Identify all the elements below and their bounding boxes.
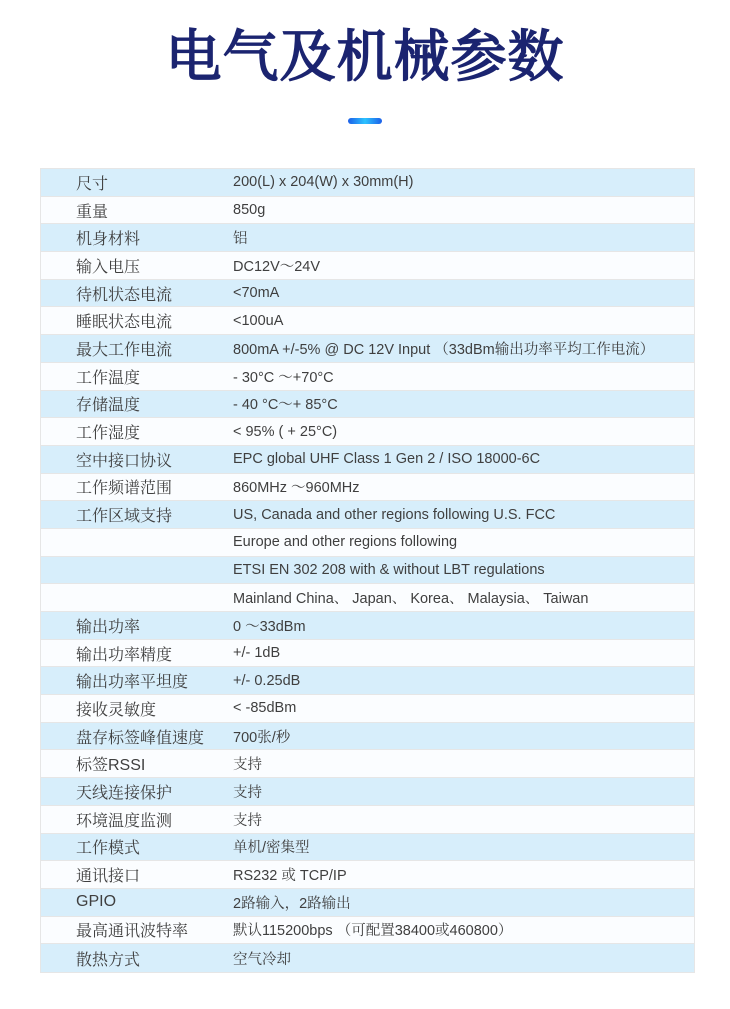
table-row (41, 474, 694, 502)
spec-label: GPIO (76, 893, 117, 911)
page-title: 电气及机械参数 (165, 25, 565, 88)
spec-label: 工作温度 (76, 369, 141, 387)
title-accent-dash (348, 118, 382, 124)
spec-value: 单机/密集型 (233, 840, 310, 857)
table-row (41, 363, 694, 391)
table-row (41, 501, 694, 529)
table-row (41, 197, 694, 225)
spec-value: DC12V～24V (233, 258, 321, 275)
table-row (41, 612, 694, 640)
spec-value: 700张/秒 (233, 729, 291, 746)
table-row (41, 252, 694, 280)
table-row (41, 723, 694, 751)
spec-label: 输出功率平坦度 (76, 674, 189, 692)
table-row (41, 667, 694, 695)
spec-label: 天线连接保护 (76, 784, 173, 802)
spec-value: 空气冷却 (233, 951, 291, 968)
spec-value: +/- 1dB (233, 645, 281, 662)
spec-label: 尺寸 (76, 175, 109, 193)
table-row (41, 446, 694, 474)
spec-value: 0 ～33dBm (233, 618, 306, 635)
spec-label: 散热方式 (76, 951, 141, 969)
spec-value: 200(L) x 204(W) x 30mm(H) (233, 174, 414, 191)
table-row (41, 418, 694, 446)
spec-value: 支持 (233, 757, 262, 774)
table-row (41, 584, 694, 612)
spec-value: <70mA (233, 285, 280, 302)
table-row (41, 778, 694, 806)
table-row (41, 224, 694, 252)
spec-label: 重量 (76, 203, 109, 221)
spec-label: 工作模式 (76, 840, 141, 858)
spec-label: 工作区域支持 (76, 508, 173, 526)
spec-label: 机身材料 (76, 231, 141, 249)
spec-value: 2路输入，2路输出 (233, 895, 351, 912)
spec-value: Mainland China、 Japan、 Korea、 Malaysia、 Taiwan (233, 591, 589, 608)
table-row (41, 944, 694, 972)
spec-value: - 30°C ～+70°C (233, 369, 334, 386)
spec-label: 环境温度监测 (76, 812, 173, 830)
spec-value: < -85dBm (233, 700, 297, 717)
table-row (41, 806, 694, 834)
spec-value: US, Canada and other regions following U.S. FCC (233, 506, 556, 523)
table-row (41, 861, 694, 889)
spec-label: 工作湿度 (76, 425, 141, 443)
spec-value: 850g (233, 202, 266, 219)
spec-value: EPC global UHF Class 1 Gen 2 / ISO 18000-6C (233, 451, 541, 468)
spec-value: 铝 (233, 231, 248, 248)
spec-label: 存储温度 (76, 397, 141, 415)
spec-value: 支持 (233, 784, 262, 801)
table-row (41, 529, 694, 557)
table-row (41, 335, 694, 363)
table-row (41, 169, 694, 197)
spec-value: < 95% ( + 25°C) (233, 423, 338, 440)
spec-label: 工作频谱范围 (76, 480, 173, 498)
spec-label: 空中接口协议 (76, 452, 173, 470)
table-row (41, 834, 694, 862)
spec-label: 接收灵敏度 (76, 701, 157, 719)
table-row (41, 695, 694, 723)
spec-value: - 40 °C～+ 85°C (233, 397, 338, 414)
table-row (41, 750, 694, 778)
spec-label: 输入电压 (76, 258, 141, 276)
spec-label: 输出功率 (76, 618, 141, 636)
spec-value: +/- 0.25dB (233, 672, 301, 689)
table-row (41, 640, 694, 668)
table-row (41, 280, 694, 308)
spec-label: 睡眠状态电流 (76, 314, 173, 332)
spec-value: <100uA (233, 312, 284, 329)
spec-value: 860MHz ～960MHz (233, 480, 360, 497)
spec-label: 盘存标签峰值速度 (76, 729, 205, 747)
spec-table (40, 168, 695, 973)
spec-label: 标签RSSI (76, 757, 146, 775)
table-row (41, 391, 694, 419)
spec-value: 800mA +/-5% @ DC 12V Input （33dBm输出功率平均工作电流） (233, 341, 655, 358)
table-row (41, 307, 694, 335)
spec-label: 通讯接口 (76, 868, 141, 886)
table-row (41, 917, 694, 945)
spec-label: 输出功率精度 (76, 646, 173, 664)
spec-value: Europe and other regions following (233, 534, 458, 551)
table-row (41, 889, 694, 917)
spec-value: ETSI EN 302 208 with & without LBT regulations (233, 561, 545, 578)
spec-value: 支持 (233, 812, 262, 829)
spec-label: 最大工作电流 (76, 341, 173, 359)
spec-value: 默认115200bps （可配置38400或460800） (233, 923, 513, 940)
table-row (41, 557, 694, 585)
spec-value: RS232 或 TCP/IP (233, 868, 347, 885)
spec-label: 待机状态电流 (76, 286, 173, 304)
spec-label: 最高通讯波特率 (76, 923, 189, 941)
